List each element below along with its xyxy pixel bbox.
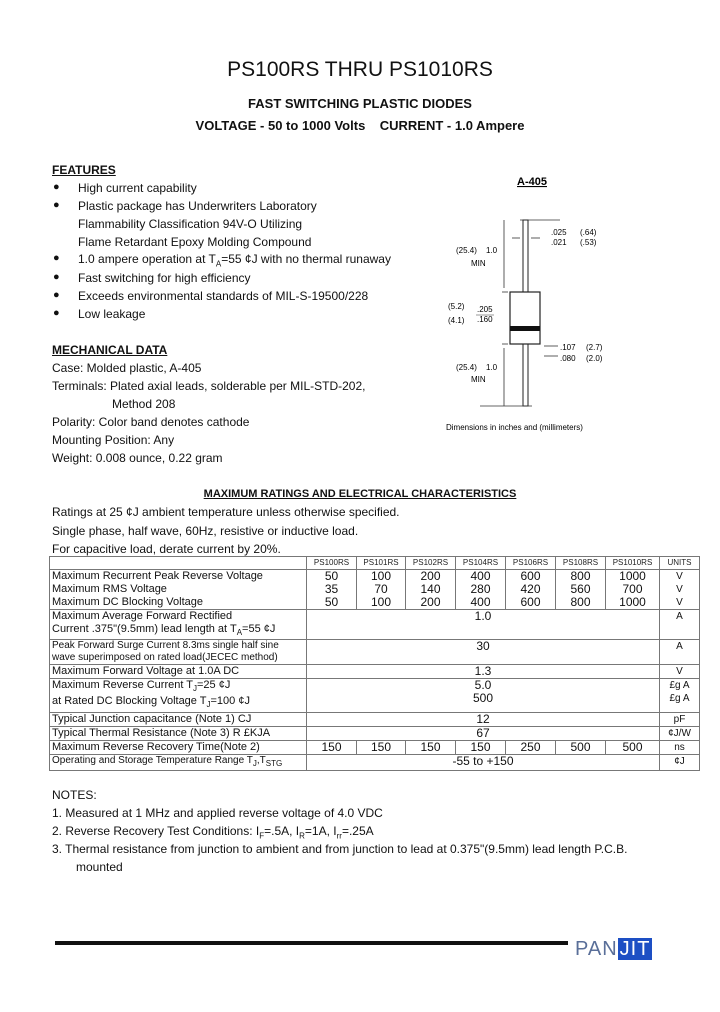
param-cell — [50, 679, 307, 712]
lead-length-top-in: 1.0 — [486, 246, 498, 255]
unit-cell: A — [660, 640, 700, 665]
voltage-current-line — [0, 118, 720, 133]
note-1: 1. Measured at 1 MHz and applied reverse voltage of 4.0 VDC — [52, 806, 383, 820]
param-sub: STG — [265, 758, 283, 768]
param-cell — [50, 754, 307, 770]
table-row — [50, 679, 700, 712]
unit-cell: pF — [660, 712, 700, 726]
package-label: A-405 — [517, 176, 547, 188]
value-cell: 12 — [307, 712, 660, 726]
body-dia-in: .080 — [560, 354, 576, 363]
feature-text: 1.0 ampere operation at T — [78, 252, 216, 266]
param-sub: A — [236, 628, 243, 638]
param-text: =100 ¢J — [210, 695, 250, 708]
ratings-heading: MAXIMUM RATINGS AND ELECTRICAL CHARACTERISTICS — [203, 488, 517, 500]
note-text: =.5A, I — [264, 824, 300, 838]
value: 5.0 — [474, 678, 492, 693]
ratings-note: For capacitive load, derate current by 20%. — [52, 542, 281, 556]
characteristics-table — [49, 556, 700, 771]
value-cell: 67 — [307, 726, 660, 740]
current-rating: CURRENT - 1.0 Ampere — [379, 118, 525, 133]
param-label — [52, 679, 304, 695]
unit-cell — [660, 679, 700, 712]
unit-cell: ¢J/W — [660, 726, 700, 740]
param-sub: J — [193, 684, 197, 694]
value-cell: 1.3 — [307, 665, 660, 679]
body-length-in: .160 — [477, 315, 493, 324]
note-text: =1A, I — [304, 824, 337, 838]
param-label: Peak Forward Surge Current 8.3ms single half sine — [52, 640, 279, 652]
ratings-note: Ratings at 25 ¢J ambient temperature unless otherwise specified. — [52, 505, 400, 519]
value: 280 — [470, 582, 491, 596]
value-cell — [307, 679, 660, 712]
voltage-range: VOLTAGE - 50 to 1000 Volts — [195, 118, 366, 133]
body-dia-mm: (2.0) — [586, 354, 603, 363]
param-text: Operating and Storage Temperature Range T — [52, 754, 253, 766]
lead-dia-in: .025 — [551, 228, 567, 237]
value-cell: 150 — [456, 740, 506, 754]
value: 420 — [520, 582, 541, 596]
value: 560 — [570, 582, 591, 596]
header-cell: UNITS — [660, 557, 700, 570]
value-cell: 1.0 — [307, 610, 660, 640]
header-cell: PS106RS — [506, 557, 556, 570]
unit: £g A — [669, 680, 690, 692]
value: 50 — [324, 569, 339, 583]
note-3-continued: mounted — [76, 860, 123, 874]
unit-cell: ¢J — [660, 754, 700, 770]
param-label: Maximum Average Forward Rectified — [52, 610, 233, 622]
bullet-icon: ● — [53, 289, 60, 301]
mechanical-line: Mounting Position: Any — [52, 433, 175, 447]
body-length-mm: (4.1) — [448, 316, 465, 325]
note-text: 2. Reverse Recovery Test Conditions: I — [52, 824, 260, 838]
table-row — [50, 570, 700, 610]
dimension-caption: Dimensions in inches and (millimeters) — [446, 423, 583, 432]
logo-part: JIT — [619, 938, 651, 960]
body-length-mm: (5.2) — [448, 302, 465, 311]
product-subtitle: FAST SWITCHING PLASTIC DIODES — [248, 96, 472, 111]
unit-cell: A — [660, 610, 700, 640]
mechanical-line: Case: Molded plastic, A-405 — [52, 361, 202, 375]
param-label: Maximum RMS Voltage — [52, 583, 167, 595]
value: 50 — [324, 595, 339, 609]
value: 800 — [570, 569, 591, 583]
param-cell — [50, 640, 307, 665]
param-label — [52, 623, 304, 639]
note-sub: F — [259, 831, 265, 841]
unit: V — [676, 584, 683, 595]
lead-dia-in: .021 — [551, 238, 567, 247]
value: 100 — [370, 569, 392, 583]
bullet-icon: ● — [53, 307, 60, 319]
value-cell — [506, 570, 556, 610]
value: 600 — [520, 569, 541, 583]
feature-item: Exceeds environmental standards of MIL-S-19500/228 — [78, 289, 369, 303]
unit-cell: ns — [660, 740, 700, 754]
value: 1000 — [619, 595, 646, 609]
features-heading: FEATURES — [52, 163, 116, 177]
body-dia-in: .107 — [560, 343, 576, 352]
param-text: Maximum Reverse Current T — [52, 679, 193, 692]
param-text: at Rated DC Blocking Voltage T — [52, 695, 207, 708]
header-cell: PS101RS — [357, 557, 406, 570]
lead-length-bottom-in: 1.0 — [486, 363, 498, 372]
page-title: PS100RS THRU PS1010RS — [227, 58, 493, 81]
value-cell — [406, 570, 456, 610]
mechanical-heading: MECHANICAL DATA — [52, 343, 168, 357]
param-cell — [50, 610, 307, 640]
unit-cell: V — [660, 665, 700, 679]
header-cell: PS1010RS — [606, 557, 660, 570]
value-cell — [357, 570, 406, 610]
diode-outline-drawing — [440, 170, 640, 440]
table-row — [50, 740, 700, 754]
lead-length-bottom-mm: (25.4) — [456, 363, 477, 372]
body-dia-mm: (2.7) — [586, 343, 603, 352]
mechanical-line: Weight: 0.008 ounce, 0.22 gram — [52, 451, 223, 465]
param-text: =25 ¢J — [197, 679, 231, 692]
mechanical-line: Method 208 — [112, 397, 176, 411]
mechanical-line: Polarity: Color band denotes cathode — [52, 415, 250, 429]
panjit-logo — [575, 938, 652, 961]
lead-length-bottom-min: MIN — [471, 375, 486, 384]
header-cell: PS108RS — [556, 557, 606, 570]
feature-item: High current capability — [78, 181, 197, 195]
param-cell: Maximum Forward Voltage at 1.0A DC — [50, 665, 307, 679]
feature-text: =55 ¢J with no thermal runaway — [221, 252, 391, 266]
table-header-row — [50, 557, 700, 570]
table-row — [50, 640, 700, 665]
note-sub: R — [299, 831, 305, 841]
value: 1000 — [619, 569, 646, 583]
note-sub: rr — [336, 831, 342, 841]
value: 140 — [420, 582, 441, 596]
param-label: Maximum DC Blocking Voltage — [52, 596, 204, 608]
mechanical-line: Terminals: Plated axial leads, solderable per MIL-STD-202, — [52, 379, 366, 393]
feature-item: Flammability Classification 94V-O Utilizing — [78, 217, 303, 231]
unit: V — [676, 597, 683, 608]
unit: £g A — [669, 693, 690, 705]
bullet-icon: ● — [53, 199, 60, 211]
note-text: =.25A — [341, 824, 374, 838]
header-cell: PS102RS — [406, 557, 456, 570]
table-row — [50, 610, 700, 640]
value-cell: -55 to +150 — [307, 754, 660, 770]
unit-cell — [660, 570, 700, 610]
table-row — [50, 726, 700, 740]
value: 500 — [472, 691, 494, 706]
value-cell — [456, 570, 506, 610]
param-text: ,T — [256, 754, 266, 766]
feature-item: Flame Retardant Epoxy Molding Compound — [78, 235, 312, 249]
table-row — [50, 665, 700, 679]
value: 600 — [520, 595, 541, 609]
value: 35 — [324, 582, 339, 596]
bullet-icon: ● — [53, 252, 60, 264]
package-diagram — [440, 170, 640, 440]
value: 100 — [370, 595, 392, 609]
param-cell — [50, 570, 307, 610]
value-cell — [307, 570, 357, 610]
param-sub: J — [252, 758, 257, 768]
value-cell: 150 — [357, 740, 406, 754]
value: 70 — [374, 582, 388, 596]
lead-length-top-mm: (25.4) — [456, 246, 477, 255]
value: 400 — [470, 595, 491, 609]
value: 800 — [570, 595, 591, 609]
logo-part: PAN — [575, 938, 618, 960]
bullet-icon: ● — [53, 271, 60, 283]
param-label: Maximum Recurrent Peak Reverse Voltage — [52, 570, 263, 582]
value-cell — [556, 570, 606, 610]
header-cell: PS104RS — [456, 557, 506, 570]
table-row — [50, 712, 700, 726]
table-row — [50, 754, 700, 770]
body-length-in: .205 — [477, 305, 493, 314]
lead-dia-mm: (.53) — [580, 238, 597, 247]
footer-rule — [55, 941, 568, 945]
feature-item — [78, 252, 391, 268]
param-cell: Typical Junction capacitance (Note 1) CJ — [50, 712, 307, 726]
value: 200 — [420, 595, 441, 609]
header-cell — [50, 557, 307, 570]
param-text: =55 ¢J — [242, 623, 276, 635]
feature-item: Low leakage — [78, 307, 146, 321]
value-cell: 500 — [556, 740, 606, 754]
value-cell: 30 — [307, 640, 660, 665]
value: 200 — [420, 569, 441, 583]
feature-sub: A — [215, 259, 222, 269]
note-3: 3. Thermal resistance from junction to ambient and from junction to lead at 0.375"(9.5mm) lead length P.C.B. — [52, 842, 628, 856]
value-cell: 250 — [506, 740, 556, 754]
value-cell: 150 — [406, 740, 456, 754]
unit: V — [676, 571, 683, 582]
value: 700 — [622, 582, 643, 596]
feature-item: Plastic package has Underwriters Laboratory — [78, 199, 317, 213]
notes-heading: NOTES: — [52, 788, 97, 802]
ratings-note: Single phase, half wave, 60Hz, resistive or inductive load. — [52, 524, 359, 538]
param-label: wave superimposed on rated load(JECEC method) — [52, 652, 278, 664]
param-sub: J — [206, 700, 211, 710]
feature-item: Fast switching for high efficiency — [78, 271, 251, 285]
lead-dia-mm: (.64) — [580, 228, 597, 237]
note-2 — [52, 824, 374, 840]
value: 400 — [470, 569, 491, 583]
value-cell: 500 — [606, 740, 660, 754]
header-cell: PS100RS — [307, 557, 357, 570]
param-cell: Typical Thermal Resistance (Note 3) R £KJA — [50, 726, 307, 740]
param-label — [52, 695, 304, 711]
value-cell — [606, 570, 660, 610]
param-text: Current .375"(9.5mm) lead length at T — [52, 623, 237, 635]
value-cell: 150 — [307, 740, 357, 754]
param-cell: Maximum Reverse Recovery Time(Note 2) — [50, 740, 307, 754]
bullet-icon: ● — [53, 181, 60, 193]
lead-length-top-min: MIN — [471, 259, 486, 268]
